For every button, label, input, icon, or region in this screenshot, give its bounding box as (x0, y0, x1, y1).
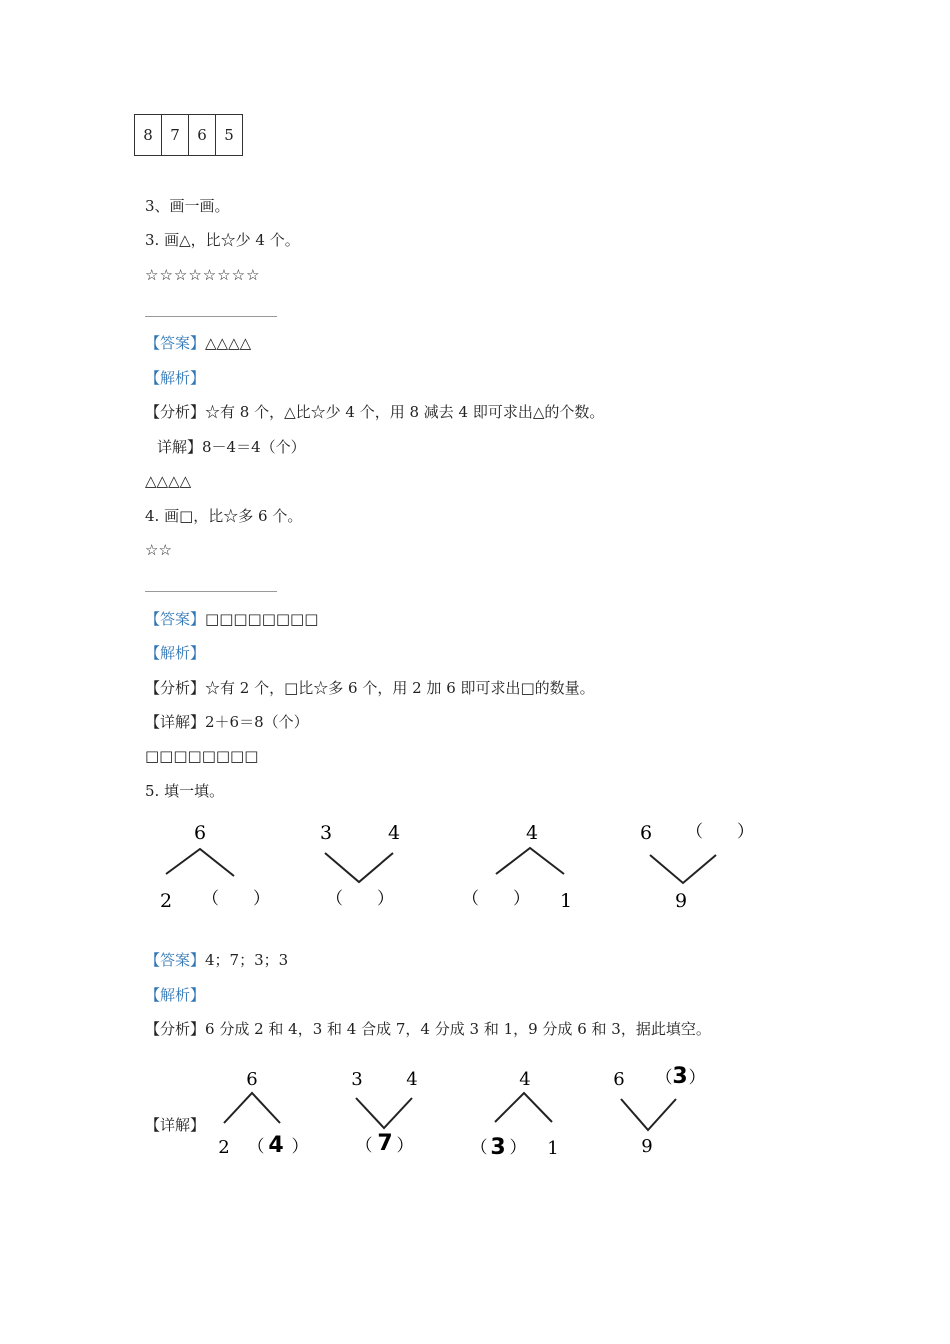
filled-answer: 7 (377, 1131, 393, 1156)
paren-close: ） (688, 1068, 706, 1088)
paren-open: （ (655, 1068, 673, 1088)
bond-number: 4 (406, 1069, 418, 1090)
bond-lines (621, 1099, 676, 1130)
bond-lines (224, 1093, 280, 1123)
question-5-prompt: 5. 填一填。 (145, 782, 225, 800)
filled-answer: 3 (672, 1064, 688, 1089)
blank-paren: （ ） (686, 822, 754, 842)
detail-text: 2＋6＝8（个） (205, 713, 309, 731)
answer-row (145, 609, 318, 629)
paren-open: （ (247, 1137, 265, 1157)
answer-text: △△△△ (205, 334, 252, 352)
bond-number: 3 (351, 1069, 363, 1090)
number-box: 8 (135, 115, 162, 156)
paren-close: ） (291, 1137, 309, 1157)
analysis-tag: 【解析】 (145, 369, 206, 387)
bond-lines (496, 848, 564, 874)
bond-lines (650, 855, 716, 883)
blank-paren: （ ） (326, 889, 394, 909)
paren-open: （ (470, 1138, 488, 1158)
paren-close: ） (509, 1138, 527, 1158)
analysis-row (145, 678, 595, 698)
answer-tag: 【答案】 (145, 951, 206, 969)
detail-row: 详解】8－4＝4（个） (157, 438, 306, 456)
fenxi-text: ☆有 2 个，□比☆多 6 个，用 2 加 6 即可求出□的数量。 (205, 679, 595, 697)
number-box: 5 (216, 115, 243, 156)
answer-text: 4；7；3；3 (205, 951, 289, 969)
number-bond-diagrams (0, 812, 950, 922)
fenxi-text: 6 分成 2 和 4，3 和 4 合成 7，4 分成 3 和 1，9 分成 6 和 3，据此填空。 (205, 1020, 711, 1038)
bond-number: 4 (519, 1069, 531, 1090)
result-row: □□□□□□□□ (145, 747, 259, 765)
bond-number: 6 (613, 1069, 625, 1090)
bond-number: 4 (525, 822, 539, 844)
bond-number: 6 (246, 1069, 258, 1090)
paren-close: ） (396, 1136, 414, 1156)
bond-lines (325, 853, 393, 882)
paren-open: （ (355, 1136, 373, 1156)
result-row: △△△△ (145, 472, 192, 490)
bond-number: 9 (674, 890, 688, 912)
analysis-row (145, 1019, 711, 1039)
fenxi-tag: 【分析】 (145, 403, 206, 421)
answer-row (145, 333, 251, 353)
bond-number: 6 (193, 822, 207, 844)
answer-tag: 【答案】 (145, 610, 206, 628)
detail-tag: 【详解】 (145, 713, 206, 731)
bond-number: 2 (218, 1137, 230, 1158)
analysis-tag: 【解析】 (145, 644, 206, 662)
question-4-prompt: 4. 画□，比☆多 6 个。 (145, 507, 303, 525)
blank-paren: （ ） (202, 889, 270, 909)
analysis-tag: 【解析】 (145, 986, 206, 1004)
answer-line (145, 591, 277, 592)
bond-number: 1 (559, 890, 573, 912)
question-3-stars: ☆☆☆☆☆☆☆☆ (145, 266, 261, 284)
bond-number: 3 (319, 822, 333, 844)
bond-number: 1 (547, 1138, 559, 1159)
fenxi-tag: 【分析】 (145, 1020, 206, 1038)
analysis-row (145, 402, 604, 422)
answer-text: □□□□□□□□ (205, 610, 319, 628)
question-3-prompt: 3. 画△，比☆少 4 个。 (145, 231, 300, 249)
number-box: 6 (189, 115, 216, 156)
filled-answer: 3 (490, 1135, 506, 1160)
answer-tag: 【答案】 (145, 334, 206, 352)
solved-bond-diagrams (0, 1060, 950, 1170)
bond-number: 4 (387, 822, 401, 844)
answer-row (145, 950, 288, 970)
detail-row (145, 712, 309, 732)
bond-lines (166, 849, 234, 876)
detail-tag: 【详解】 (145, 1116, 206, 1134)
section-heading: 3、画一画。 (145, 197, 230, 215)
blank-paren: （ ） (462, 889, 530, 909)
number-box: 7 (162, 115, 189, 156)
number-boxes (134, 114, 243, 156)
filled-answer: 4 (268, 1133, 284, 1158)
bond-lines (356, 1098, 412, 1128)
fenxi-text: ☆有 8 个，△比☆少 4 个，用 8 减去 4 即可求出△的个数。 (205, 403, 605, 421)
answer-line (145, 316, 277, 317)
bond-number: 6 (639, 822, 653, 844)
fenxi-tag: 【分析】 (145, 679, 206, 697)
bond-number: 9 (641, 1136, 653, 1157)
bond-number: 2 (159, 890, 173, 912)
bond-lines (495, 1093, 552, 1122)
question-4-stars: ☆☆ (145, 541, 172, 559)
